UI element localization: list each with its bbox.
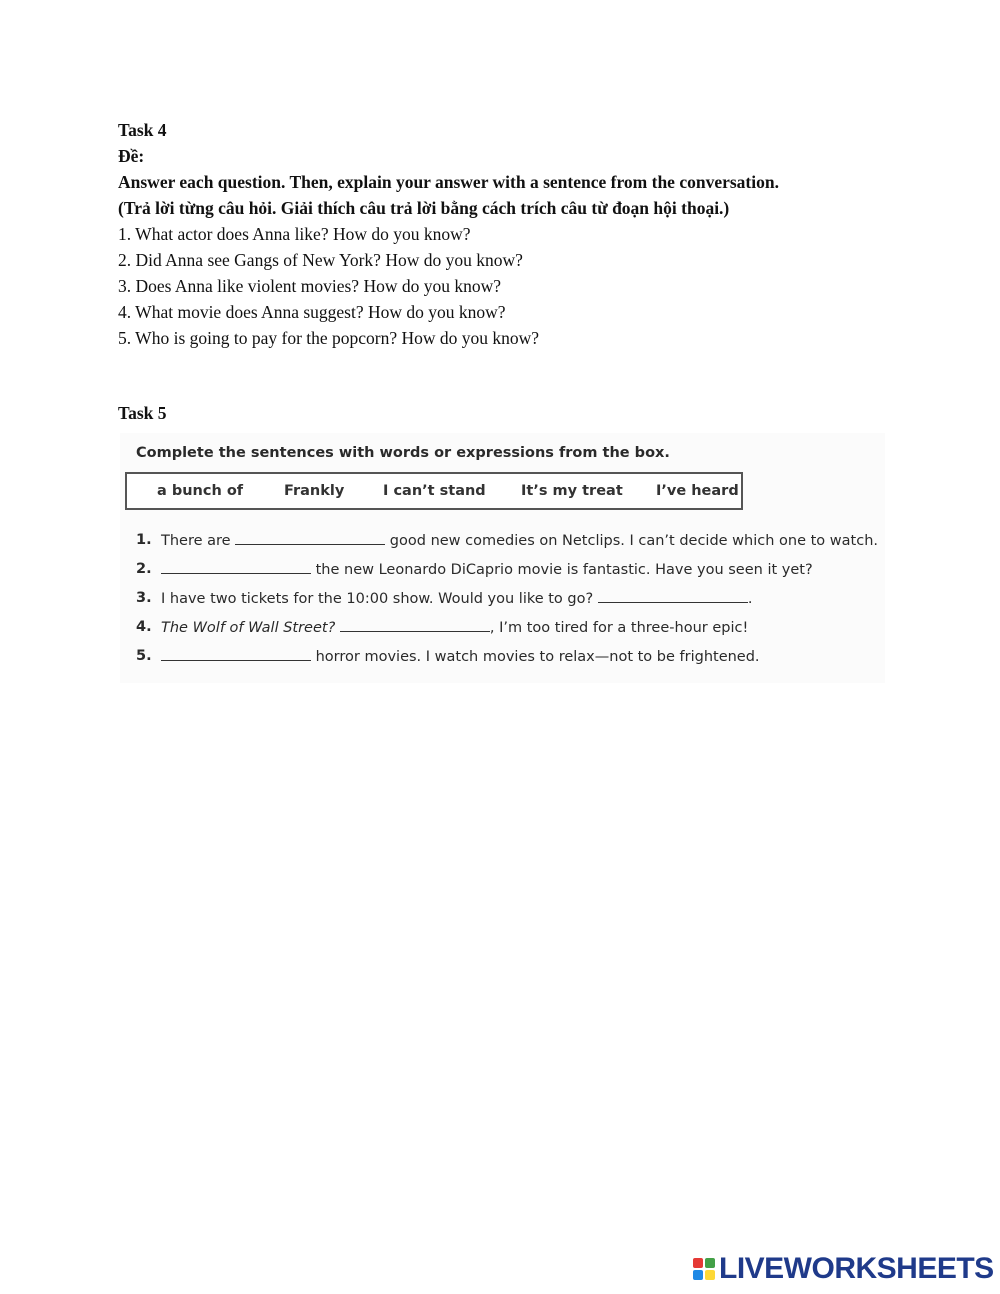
sentence-text: the new Leonardo DiCaprio movie is fantastic. Have you seen it yet? xyxy=(311,562,813,578)
question-3: 3. Does Anna like violent movies? How do you know? xyxy=(118,276,502,296)
logo-mark-icon xyxy=(693,1258,715,1280)
word-box xyxy=(125,472,743,510)
word-frankly: Frankly xyxy=(284,483,345,499)
answer-blank[interactable] xyxy=(598,590,748,603)
sentence-number: 4. xyxy=(136,619,152,635)
word-ive-heard: I’ve heard xyxy=(656,483,739,499)
word-its-my-treat: It’s my treat xyxy=(521,483,623,499)
sentence-text: There are xyxy=(161,533,236,549)
sentence-text: horror movies. I watch movies to relax—not to be frightened. xyxy=(311,649,760,665)
question-2: 2. Did Anna see Gangs of New York? How do you know? xyxy=(118,250,523,270)
answer-blank[interactable] xyxy=(161,648,311,661)
question-5: 5. Who is going to pay for the popcorn? How do you know? xyxy=(118,328,540,348)
sentence-text: I have two tickets for the 10:00 show. Would you like to go? xyxy=(161,591,598,607)
word-a-bunch-of: a bunch of xyxy=(157,483,244,499)
task4-section xyxy=(118,117,938,351)
answer-blank[interactable] xyxy=(235,532,385,545)
task4-instruction-vi: (Trả lời từng câu hỏi. Giải thích câu trả lời bằng cách trích câu từ đoạn hội thoại.) xyxy=(118,198,730,218)
sentence-number: 1. xyxy=(136,532,152,548)
sentence-number: 3. xyxy=(136,590,152,606)
sentence-number: 5. xyxy=(136,648,152,664)
task4-title: Task 4 xyxy=(118,120,167,140)
liveworksheets-logo xyxy=(693,1254,994,1284)
sentence-text: , I’m too tired for a three-hour epic! xyxy=(489,620,749,636)
answer-blank[interactable] xyxy=(161,561,311,574)
de-label: Đề: xyxy=(118,146,145,166)
task5-instruction: Complete the sentences with words or expressions from the box. xyxy=(136,445,670,461)
logo-text: LIVEWORKSHEETS xyxy=(719,1252,994,1285)
task4-instruction: Answer each question. Then, explain your answer with a sentence from the conversation. xyxy=(118,172,779,192)
question-1: 1. What actor does Anna like? How do you know? xyxy=(118,224,471,244)
sentence-number: 2. xyxy=(136,561,152,577)
question-4: 4. What movie does Anna suggest? How do you know? xyxy=(118,302,506,322)
movie-title: The Wolf of Wall Street? xyxy=(161,620,336,636)
answer-blank[interactable] xyxy=(340,619,490,632)
task5-title: Task 5 xyxy=(118,403,167,423)
word-i-cant-stand: I can’t stand xyxy=(383,483,486,499)
sentence-text: . xyxy=(747,591,753,607)
task5-exercise-image xyxy=(120,433,885,683)
sentence-text: good new comedies on Netclips. I can’t decide which one to watch. xyxy=(385,533,878,549)
